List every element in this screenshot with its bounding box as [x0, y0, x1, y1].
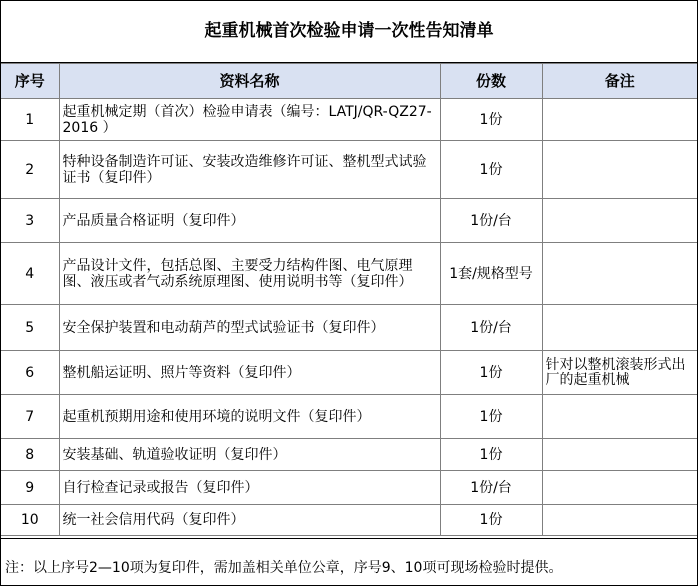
row-no: 10 [1, 505, 59, 536]
row-note [542, 99, 697, 141]
table-row [1, 505, 697, 536]
header-no: 序号 [1, 64, 59, 99]
row-no: 7 [1, 395, 59, 439]
header-note: 备注 [542, 64, 697, 99]
table-row [1, 395, 697, 439]
row-no: 5 [1, 305, 59, 351]
row-note [542, 471, 697, 505]
table-row [1, 439, 697, 471]
row-name: 统一社会信用代码（复印件） [59, 505, 440, 536]
row-name: 产品质量合格证明（复印件） [59, 199, 440, 243]
row-note [542, 505, 697, 536]
row-no: 4 [1, 243, 59, 305]
row-no: 6 [1, 351, 59, 395]
row-name: 起重机械定期（首次）检验申请表（编号：LATJ/QR-QZ27-2016 ） [59, 99, 440, 141]
row-name: 起重机预期用途和使用环境的说明文件（复印件） [59, 395, 440, 439]
row-name: 特种设备制造许可证、安装改造维修许可证、整机型式试验证书（复印件） [59, 141, 440, 199]
row-count: 1份 [440, 439, 542, 471]
row-note [542, 243, 697, 305]
materials-table [1, 63, 697, 536]
row-name: 整机船运证明、照片等资料（复印件） [59, 351, 440, 395]
table-row [1, 305, 697, 351]
row-no: 9 [1, 471, 59, 505]
row-name: 产品设计文件，包括总图、主要受力结构件图、电气原理图、液压或者气动系统原理图、使用说明书等（复印件） [59, 243, 440, 305]
row-count: 1份 [440, 395, 542, 439]
table-row [1, 199, 697, 243]
table-row [1, 141, 697, 199]
row-no: 2 [1, 141, 59, 199]
row-count: 1份/台 [440, 305, 542, 351]
document-title: 起重机械首次检验申请一次性告知清单 [1, 1, 697, 63]
row-no: 3 [1, 199, 59, 243]
row-note [542, 199, 697, 243]
row-no: 8 [1, 439, 59, 471]
row-name: 自行检查记录或报告（复印件） [59, 471, 440, 505]
row-note [542, 395, 697, 439]
row-count: 1份 [440, 505, 542, 536]
row-count: 1份/台 [440, 199, 542, 243]
row-note [542, 305, 697, 351]
row-note [542, 141, 697, 199]
header-name: 资料名称 [59, 64, 440, 99]
table-row [1, 351, 697, 395]
row-count: 1份 [440, 141, 542, 199]
table-row [1, 471, 697, 505]
table-header-row [1, 64, 697, 99]
row-no: 1 [1, 99, 59, 141]
table-row [1, 99, 697, 141]
table-row [1, 243, 697, 305]
row-count: 1份 [440, 351, 542, 395]
row-note: 针对以整机滚装形式出厂的起重机械 [542, 351, 697, 395]
row-count: 1份/台 [440, 471, 542, 505]
row-name: 安全保护装置和电动葫芦的型式试验证书（复印件） [59, 305, 440, 351]
row-name: 安装基础、轨道验收证明（复印件） [59, 439, 440, 471]
row-count: 1套/规格型号 [440, 243, 542, 305]
row-note [542, 439, 697, 471]
header-count: 份数 [440, 64, 542, 99]
row-count: 1份 [440, 99, 542, 141]
footer-note: 注：以上序号2—10项为复印件，需加盖相关单位公章，序号9、10项可现场检验时提供。 [1, 538, 697, 585]
